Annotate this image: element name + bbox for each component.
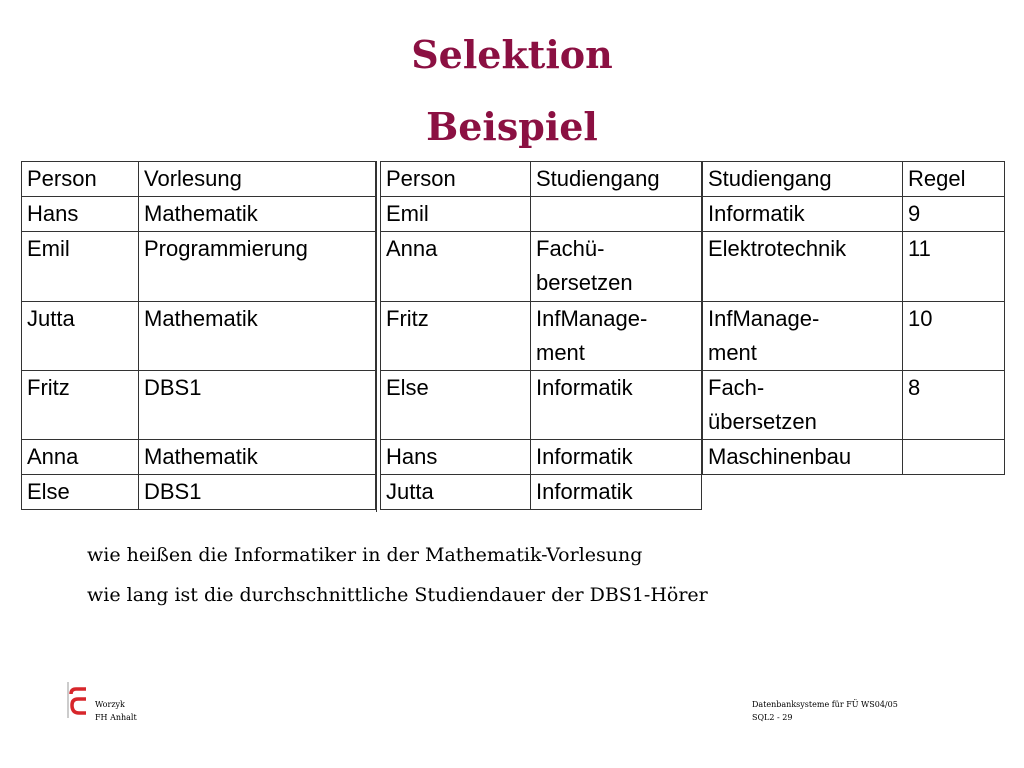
table-row <box>22 371 376 440</box>
table-row <box>22 440 376 475</box>
table-cell: DBS1 <box>139 475 376 510</box>
slide-subtitle: Beispiel <box>426 104 598 149</box>
relation-table-person-vorlesung <box>21 161 376 510</box>
table-cell: 10 <box>903 302 1005 371</box>
table-row <box>381 197 702 232</box>
table-cell: Fachü- bersetzen <box>531 232 702 302</box>
footer-right <box>752 698 898 724</box>
table-cell: Informatik <box>531 475 702 510</box>
table-cell: Fritz <box>22 371 139 440</box>
footer-author: Worzyk <box>95 700 125 709</box>
table-cell: 8 <box>903 371 1005 440</box>
table-cell: Mathematik <box>139 440 376 475</box>
table-divider <box>376 161 377 512</box>
table-cell: Emil <box>381 197 531 232</box>
table-cell: Maschinenbau <box>703 440 903 475</box>
table-cell <box>903 440 1005 475</box>
table-cell: Else <box>381 371 531 440</box>
table-row <box>703 302 1005 371</box>
table-cell: Mathematik <box>139 302 376 371</box>
table-cell: Hans <box>22 197 139 232</box>
table-row <box>22 197 376 232</box>
table-cell: Fach- übersetzen <box>703 371 903 440</box>
table-row <box>381 232 702 302</box>
fh-anhalt-logo-icon <box>67 682 89 718</box>
table-cell: Elektrotechnik <box>703 232 903 302</box>
table-cell: Informatik <box>531 371 702 440</box>
table-cell: Programmierung <box>139 232 376 302</box>
table-cell: Fritz <box>381 302 531 371</box>
table-cell: Anna <box>22 440 139 475</box>
table-row <box>381 475 702 510</box>
relation-table-person-studiengang <box>380 161 702 510</box>
header-cell: Person <box>381 162 531 197</box>
header-cell: Person <box>22 162 139 197</box>
table-row <box>703 232 1005 302</box>
table-cell <box>531 197 702 232</box>
header-cell: Studiengang <box>703 162 903 197</box>
footer-course: Datenbanksysteme für FÜ WS04/05 <box>752 700 898 709</box>
table-row <box>22 232 376 302</box>
table-cell: Mathematik <box>139 197 376 232</box>
footer-left <box>95 698 137 724</box>
slide-title: Selektion <box>411 32 613 77</box>
table-row <box>703 371 1005 440</box>
table-cell: Jutta <box>22 302 139 371</box>
table-row <box>381 440 702 475</box>
table-row <box>22 475 376 510</box>
table-cell: Else <box>22 475 139 510</box>
table-header-row <box>381 162 702 197</box>
table-cell: InfManage- ment <box>703 302 903 371</box>
footer-institution: FH Anhalt <box>95 713 137 722</box>
table-cell: Hans <box>381 440 531 475</box>
relation-table-studiengang-regel <box>702 161 1005 475</box>
table-cell: 9 <box>903 197 1005 232</box>
table-cell: Emil <box>22 232 139 302</box>
header-cell: Regel <box>903 162 1005 197</box>
footer-page-number: SQL2 - 29 <box>752 713 793 722</box>
table-cell: 11 <box>903 232 1005 302</box>
table-row <box>703 440 1005 475</box>
table-cell: Informatik <box>703 197 903 232</box>
header-cell: Studiengang <box>531 162 702 197</box>
question-2: wie lang ist die durchschnittliche Studiendauer der DBS1-Hörer <box>87 584 708 606</box>
table-cell: Informatik <box>531 440 702 475</box>
table-cell: DBS1 <box>139 371 376 440</box>
table-row <box>381 371 702 440</box>
table-row <box>22 302 376 371</box>
table-row <box>703 197 1005 232</box>
table-header-row <box>22 162 376 197</box>
table-cell: Jutta <box>381 475 531 510</box>
question-1: wie heißen die Informatiker in der Mathematik-Vorlesung <box>87 544 643 566</box>
table-cell: InfManage- ment <box>531 302 702 371</box>
header-cell: Vorlesung <box>139 162 376 197</box>
table-cell: Anna <box>381 232 531 302</box>
table-header-row <box>703 162 1005 197</box>
table-row <box>381 302 702 371</box>
